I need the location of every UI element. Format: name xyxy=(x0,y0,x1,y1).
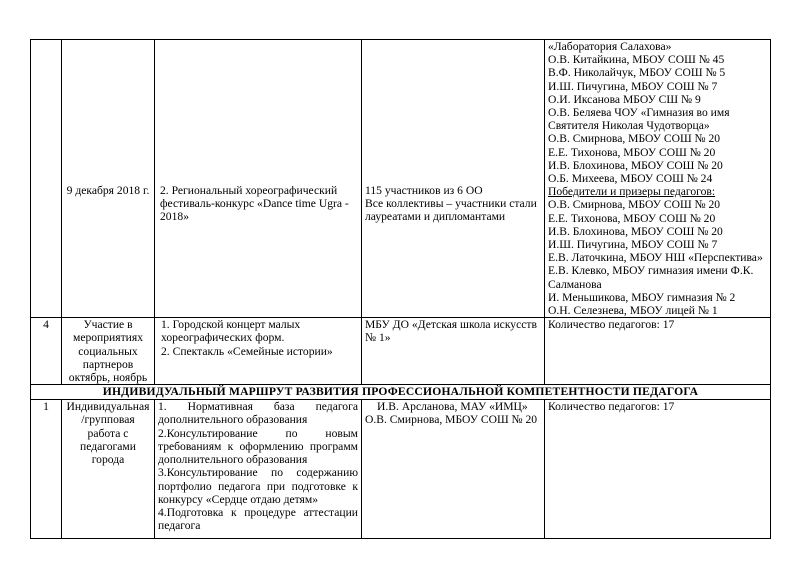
event-date: 9 декабря 2018 г. xyxy=(66,184,150,197)
winner-line: И. Меньшикова, МБОУ гимназия № 2 xyxy=(548,290,736,304)
cell-number-empty xyxy=(31,40,62,318)
table-row-continuation xyxy=(31,40,771,318)
result-line: О.В. Смирнова, МБОУ СОШ № 20 xyxy=(548,132,721,146)
result-line: «Лаборатория Салахова» xyxy=(548,40,672,53)
result-count: Количество педагогов: 17 xyxy=(545,318,771,385)
result-line: В.Ф. Николайчук, МБОУ СОШ № 5 xyxy=(548,66,726,80)
activity-name: Участие в мероприятиях социальных партнеров октябрь, ноябрь xyxy=(62,318,155,385)
participants-org: МБУ ДО «Детская школа искусств № 1» xyxy=(362,318,545,385)
winner-line: О.Н. Селезнева, МБОУ лицей № 1 xyxy=(548,304,718,318)
cell-events-list xyxy=(155,318,362,385)
result-line: О.Б. Михеева, МБОУ СОШ № 24 xyxy=(548,172,713,186)
cell-date xyxy=(62,40,155,318)
table-row-1 xyxy=(31,400,771,539)
winner-line: О.В. Смирнова, МБОУ СОШ № 20 xyxy=(548,198,721,212)
topic-item: 2.Консультирование по новым требованиям к оформлению программ дополнительного образования xyxy=(158,426,358,467)
winners-heading: Победители и призеры педагогов: xyxy=(548,185,716,199)
cell-participants xyxy=(362,400,545,539)
event-title: 2. Региональный хореографический фестиваль-конкурс «Dance time Ugra - 2018» xyxy=(160,184,349,224)
winner-line: Е.В. Латочкина, МБОУ НШ «Перспектива» xyxy=(548,251,763,265)
activity-name: Индивидуальная /групповая работа с педагогами города xyxy=(62,400,155,539)
winner-line: Е.В. Клевко, МБОУ гимназия имени Ф.К. Салманова xyxy=(548,264,754,291)
result-line: Е.Е. Тихонова, МБОУ СОШ № 20 xyxy=(548,145,716,159)
cell-results xyxy=(545,40,771,318)
topic-item: 4.Подготовка к процедуре аттестации педагога xyxy=(158,505,358,533)
row-number: 1 xyxy=(31,400,62,539)
winner-line: Е.Е. Тихонова, МБОУ СОШ № 20 xyxy=(548,211,716,225)
section-header-row xyxy=(31,385,771,400)
cell-event xyxy=(155,40,362,318)
cell-participants xyxy=(362,40,545,318)
result-line: И.В. Блохинова, МБОУ СОШ № 20 xyxy=(548,158,723,172)
topic-item: 1. Нормативная база педагога дополнительного образования xyxy=(158,400,358,427)
result-count: Количество педагогов: 17 xyxy=(545,400,771,539)
participants-count: 115 участников из 6 ОО xyxy=(365,184,483,197)
row-number: 4 xyxy=(31,318,62,385)
result-line: О.В. Китайкина, МБОУ СОШ № 45 xyxy=(548,53,725,67)
winner-line: И.В. Блохинова, МБОУ СОШ № 20 xyxy=(548,224,723,238)
participant-line: О.В. Смирнова, МБОУ СОШ № 20 xyxy=(365,413,538,427)
result-line: О.И. Иксанова МБОУ СШ № 9 xyxy=(548,92,701,106)
event-item: 2. Спектакль «Семейные истории» xyxy=(161,344,333,358)
table-row-4 xyxy=(31,318,771,385)
winner-line: И.Ш. Пичугина, МБОУ СОШ № 7 xyxy=(548,238,718,252)
result-line: О.В. Беляева ЧОУ «Гимназия во имя Святителя Николая Чудотворца» xyxy=(548,106,730,133)
participant-line: И.В. Арсланова, МАУ «ИМЦ» xyxy=(377,400,528,414)
topic-item: 3.Консультирование по содержанию портфолио педагога при подготовке к конкурсу «Сердце отдаю детям» xyxy=(158,466,358,506)
cell-topics xyxy=(155,400,362,539)
section-title: ИНДИВИДУАЛЬНЫЙ МАРШРУТ РАЗВИТИЯ ПРОФЕССИОНАЛЬНОЙ КОМПЕТЕНТНОСТИ ПЕДАГОГА xyxy=(31,385,771,400)
participants-note: Все коллективы – участники стали лауреатами и дипломантами xyxy=(365,197,537,224)
result-line: И.Ш. Пичугина, МБОУ СОШ № 7 xyxy=(548,79,718,93)
event-item: 1. Городской концерт малых хореографических форм. xyxy=(161,318,301,345)
report-table xyxy=(30,39,771,539)
